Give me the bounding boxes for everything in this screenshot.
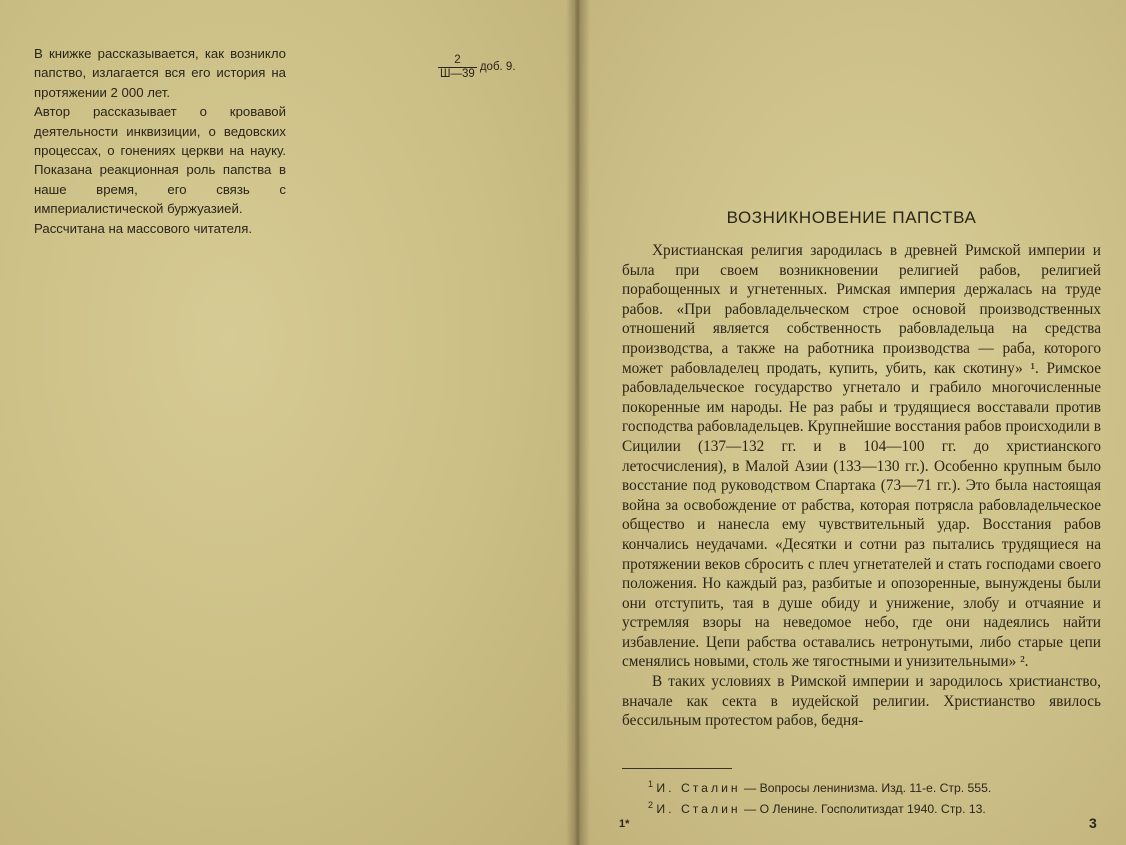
index-fraction bbox=[438, 54, 477, 81]
footnote-2 bbox=[648, 797, 1078, 818]
signature-mark: 1* bbox=[619, 818, 630, 830]
page-number: 3 bbox=[1089, 815, 1097, 831]
book-annotation bbox=[34, 44, 286, 238]
book-gutter bbox=[566, 0, 590, 845]
annotation-paragraph: В книжке рассказывается, как возникло папство, излагается вся его история на протяжении 2 000 лет. bbox=[34, 46, 286, 100]
body-paragraph: Христианская религия зародилась в древней Римской империи и была при своем возникновении религией рабов, религией порабощенных и угнетенных. Римская империя держалась на труде рабов. «При рабовладельческом строе основой производственных отношений является собственность рабовладельца на средства производства, а также на работника производства — раба, которого может рабовладелец продать, купить, убить, как скотину» ¹. Римское рабовладельческое государство угнетало и грабило многочисленные покоренные им народы. Не раз рабы и трудящиеся восставали против господства рабовладельцев. Крупнейшие восстания рабов происходили в Сицилии (137—132 гг. и в 104—100 гг. до христианского летосчисления), в Малой Азии (133—130 гг.). Особенно крупным было восстание под руководством Спартака (73—71 гг.). Это была настоящая война за освобождение от рабства, которая потрясла рабовладельческое общество и нанесла ему чувствительный удар. Восстания рабов кончались неудачами. «Десятки и сотни раз пытались трудящиеся на протяжении веков сбросить с плеч угнетателей и стать господами своего положения. Но каждый раз, разбитые и опозоренные, вынуждены были они отступить, тая в душе обиду и унижение, злобу и отчаяние и устремляя взоры на неведомое небо, где они надеялись найти избавление. Цепи рабства оставались нетронутыми, либо старые цепи сменялись новыми, столь же тягостными и унизительными» ². bbox=[622, 242, 1101, 671]
annotation-paragraph: Автор рассказывает о кровавой деятельности инквизиции, о ведовских процессах, о гонениях церкви на науку. Показана реакционная роль папства в наше время, его связь с империалистической буржуазией. bbox=[34, 104, 286, 217]
footnote-author: И. Сталин bbox=[656, 781, 741, 796]
index-suffix: доб. 9. bbox=[479, 61, 516, 73]
footnote-text: — Вопросы ленинизма. Изд. 11-е. Стр. 555. bbox=[744, 781, 992, 796]
annotation-paragraph: Рассчитана на массового читателя. bbox=[34, 220, 252, 236]
catalog-index bbox=[438, 54, 516, 81]
footnotes bbox=[648, 776, 1078, 818]
chapter-title: ВОЗНИКНОВЕНИЕ ПАПСТВА bbox=[726, 208, 977, 227]
footnote-mark: 1 bbox=[648, 779, 654, 789]
body-paragraph: В таких условиях в Римской империи и зародилось христианство, вначале как секта в иудейской религии. Христианство явилось бессильным протестом рабов, бедня- bbox=[622, 673, 1101, 730]
index-numerator: 2 bbox=[438, 54, 477, 68]
footnote-text: — О Ленине. Госполитиздат 1940. Стр. 13. bbox=[744, 802, 986, 817]
chapter-body bbox=[622, 241, 1101, 731]
footnote-author: И. Сталин bbox=[656, 802, 741, 817]
index-denominator: Ш—39 bbox=[440, 68, 475, 80]
footnote-rule bbox=[622, 768, 732, 769]
footnote-1 bbox=[648, 776, 1078, 797]
footnote-mark: 2 bbox=[648, 800, 654, 811]
